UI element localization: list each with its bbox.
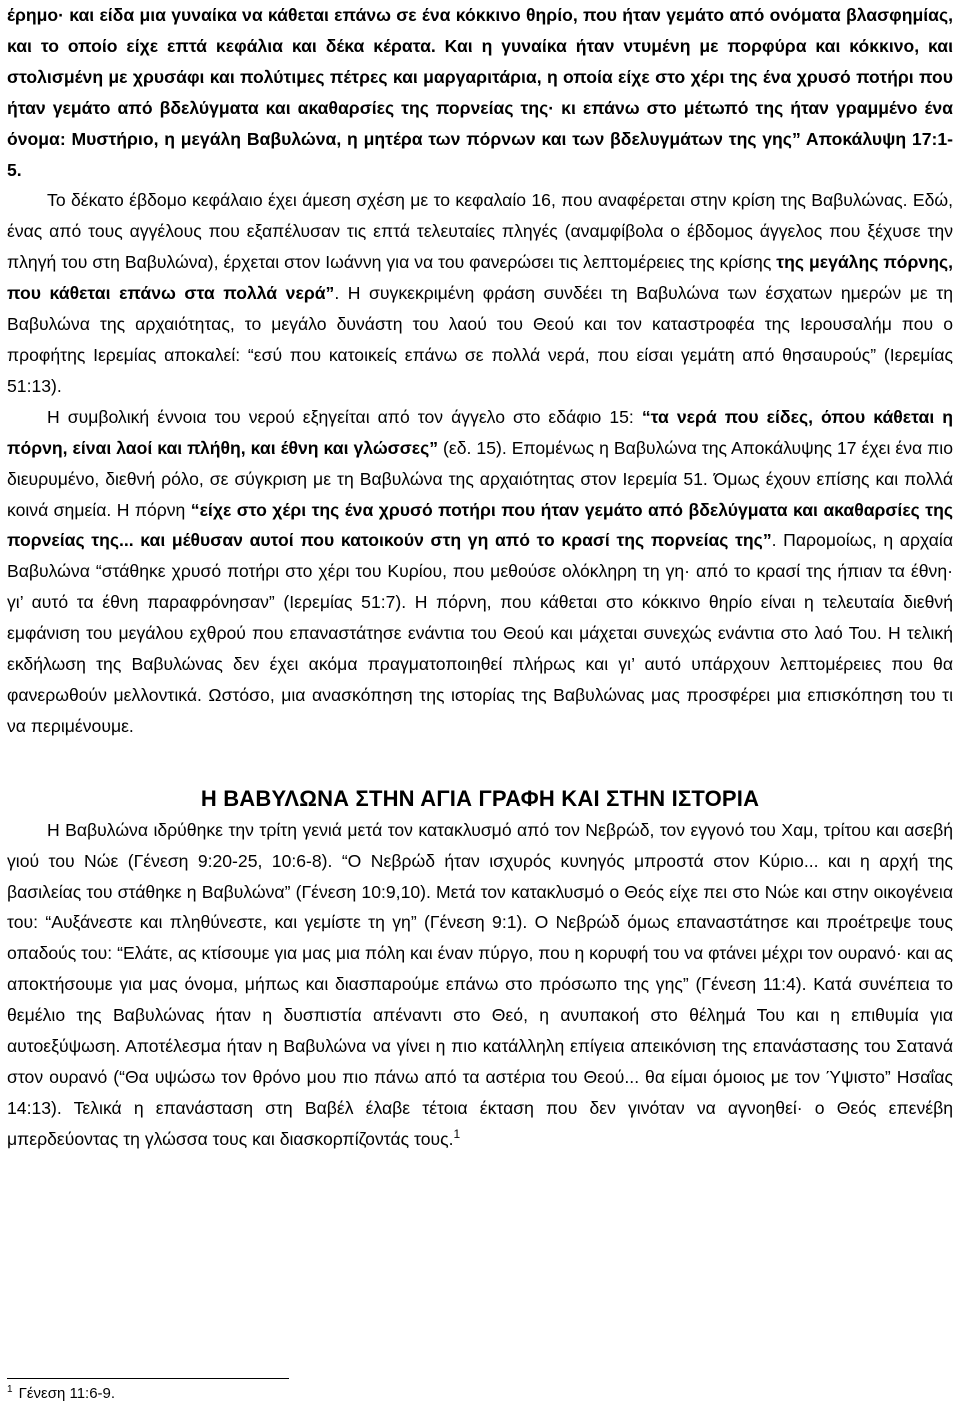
scripture-quote-paragraph [7, 0, 953, 185]
emphasized-quote: “είχε στο χέρι της ένα χρυσό ποτήρι που ήταν γεμάτο από βδελύγματα και ακαθαρσίες της πορνείας της... και μέθυσαν αυτοί που κατοικούν στη γη από το κρασί της πορνείας της” [7, 499, 953, 551]
footnote-number: 1 [7, 1384, 13, 1395]
footnote [7, 1384, 115, 1404]
body-paragraph [7, 402, 953, 742]
footnote-reference[interactable]: 1 [453, 1126, 461, 1141]
paragraph-text: Η συμβολική έννοια του νερού εξηγείται από τον άγγελο στο εδάφιο 15: [47, 406, 642, 427]
body-paragraph [7, 815, 953, 1155]
body-paragraph [7, 185, 953, 401]
section-heading: Η ΒΑΒΥΛΩΝΑ ΣΤΗΝ ΑΓΙΑ ΓΡΑΦΗ ΚΑΙ ΣΤΗΝ ΙΣΤΟΡΙΑ [200, 785, 760, 811]
paragraph-text: Η Βαβυλώνα ιδρύθηκε την τρίτη γενιά μετά τον κατακλυσμό από τον Νεβρώδ, τον εγγονό του Χαμ, τρίτου και ασεβή γιού του Νώε (Γένεση 9:20-25, 10:6-8). “Ο Νεβρώδ ήταν ισχυρός κυνηγός μπροστά στον Κύριο... και η αρχή της βασιλείας του στάθηκε η Βαβυλώνα” (Γένεση 10:9,10). Μετά τον κατακλυσμό ο Θεός είχε πει στο Νώε και στην οικογένεια του: “Αυξάνεστε και πληθύνεστε, και γεμίστε τη γη” (Γένεση 9:1). Ο Νεβρώδ όμως επαναστάτησε και προέτρεψε τους οπαδούς του: “Ελάτε, ας κτίσουμε για μας μια πόλη και έναν πύργο, που η κορυφή του να φτάνει μέχρι τον ουρανό· και ας αποκτήσουμε για μας όνομα, μήπως και διασπαρούμε επάνω στο πρόσωπο της γης” (Γένεση 11:4). Κατά συνέπεια το θεμέλιο της Βαβυλώνας ήταν η δυσπιστία απέναντι στο Θεό, η ανυπακοή στο θέλημά Του και η επιθυμία για αυτοεξύψωση. Αποτέλεσμα ήταν η Βαβυλώνα να γίνει η πιο κατάλληλη επίγεια απεικόνιση της επανάστασης του Σατανά στον ουρανό (“Θα υψώσω τον θρόνο μου πιο πάνω από τα αστέρια του Θεού... θα είμαι όμοιος με τον Ύψιστο” Ησαΐας 14:13). Τελικά η επανάσταση στη Βαβέλ έλαβε τέτοια έκταση που δεν γινόταν να αγνοηθεί· ο Θεός επενέβη μπερδεύοντας τη γλώσσα τους και διασκορπίζοντάς τους. [7, 819, 953, 1149]
paragraph-text: (εδ. 15). Επομένως η Βαβυλώνα της Αποκάλυψης 17 έχει ένα πιο διευρυμένο, διεθνή ρόλο, σε σύγκριση με τη Βαβυλώνα της αρχαιότητας στον Ιερεμία 51. Όμως έχουν επίσης και πολλά κοινά σημεία. Η πόρνη [7, 437, 953, 520]
paragraph-text: Το δέκατο έβδομο κεφάλαιο έχει άμεση σχέση με το κεφαλαίο 16, που αναφέρεται στην κρίση της Βαβυλώνας. Εδώ, ένας από τους αγγέλους που εξαπέλυσαν τις επτά τελευταίες πληγές (αναμφίβολα ο έβδομος άγγελος που ξέχυσε την πληγή του στη Βαβυλώνα), έρχεται στον Ιωάννη για να του φανερώσει τις λεπτομέρειες της κρίσης [7, 190, 953, 273]
emphasized-quote: της μεγάλης πόρνης, που κάθεται επάνω στα πολλά νερά” [7, 252, 953, 304]
quote-text: έρημο· και είδα μια γυναίκα να κάθεται επάνω σε ένα κόκκινο θηρίο, που ήταν γεμάτο από ονόματα βλασφημίας, και το οποίο είχε επτά κεφάλια και δέκα κέρατα. Και η γυναίκα ήταν ντυμένη με πορφύρα και κόκκινο, και στολισμένη με χρυσάφι και πολύτιμες πέτρες και μαργαριτάρια, η οποία είχε στο χέρι της ένα χρυσό ποτήρι που ήταν γεμάτο από βδελύγματα και ακαθαρσίες της πορνείας της· κι επάνω στο μέτωπό της ήταν γραμμένο ένα όνομα: Μυστήριο, η μεγάλη Βαβυλώνα, η μητέρα των πόρνων και των βδελυγμάτων της γης” Αποκάλυψη 17:1-5. [7, 5, 953, 180]
footnote-text: Γένεση 11:6-9. [18, 1385, 116, 1402]
footnote-divider [7, 1378, 289, 1379]
paragraph-text: . Η συγκεκριμένη φράση συνδέει τη Βαβυλώνα των έσχατων ημερών με τη Βαβυλώνα της αρχαιότητας, το μεγάλο δυνάστη του λαού του Θεού και τον καταστροφέα της Ιερουσαλήμ που ο προφήτης Ιερεμίας αποκαλεί: “εσύ που κατοικείς επάνω σε πολλά νερά, που είσαι γεμάτη από θησαυρούς” (Ιερεμίας 51:13). [7, 283, 953, 396]
paragraph-text: . Παρομοίως, η αρχαία Βαβυλώνα “στάθηκε χρυσό ποτήρι στο χέρι του Κυρίου, που μεθούσε ολόκληρη τη γη· από το κρασί της ήπιαν τα έθνη· γι’ αυτό τα έθνη παραφρόνησαν” (Ιερεμίας 51:7). Η πόρνη, που κάθεται στο κόκκινο θηρίο είναι η τελευταία διεθνή εμφάνιση του μεγάλου εχθρού που επαναστάτησε ενάντια του Θεού και μάχεται συνεχώς ενάντια στο λαό Του. Η τελική εκδήλωση της Βαβυλώνας δεν έχει ακόμα πραγματοποιηθεί πλήρως και γι’ αυτό υπάρχουν λεπτομέρειες που θα φανερωθούν μελλοντικά. Ωστόσο, μια ανασκόπηση της ιστορίας της Βαβυλώνας μας προσφέρει μια επισκόπηση του τι να περιμένουμε. [7, 530, 954, 736]
document-page [7, 0, 953, 1155]
emphasized-quote: “τα νερά που είδες, όπου κάθεται η πόρνη, είναι λαοί και πλήθη, και έθνη και γλώσσες” [7, 406, 954, 458]
